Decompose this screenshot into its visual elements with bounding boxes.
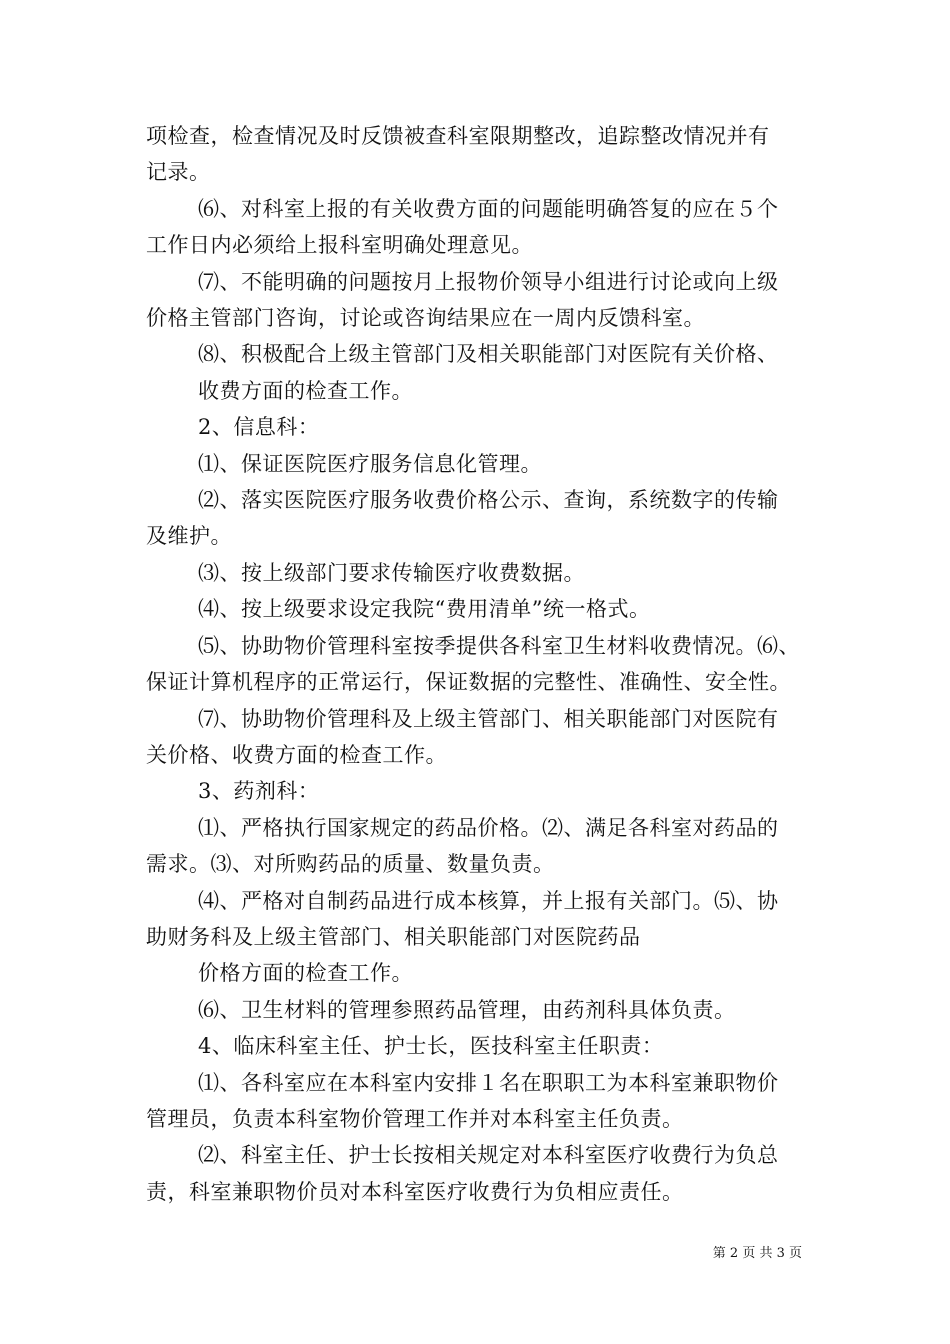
text-line: 助财务科及上级主管部门、相关职能部门对医院药品 — [146, 924, 641, 949]
text-line: ⑺、不能明确的问题按月上报物价领导小组进行讨论或向上级 — [198, 269, 779, 294]
page-number: 第 2 页 共 3 页 — [712, 1246, 802, 1261]
text-line: 管理员，负责本科室物价管理工作并对本科室主任负责。 — [146, 1106, 684, 1131]
text-line: ⑹、对科室上报的有关收费方面的问题能明确答复的应在５个 — [198, 196, 779, 221]
text-line: ⑻、积极配合上级主管部门及相关职能部门对医院有关价格、 — [198, 342, 779, 367]
section-heading: 3、药剂科： — [198, 779, 320, 804]
text-line: ⑸、协助物价管理科室按季提供各科室卫生材料收费情况。⑹、 — [198, 633, 800, 658]
text-line: ⑴、各科室应在本科室内安排１名在职职工为本科室兼职物价 — [198, 1070, 779, 1095]
text-line: 关价格、收费方面的检查工作。 — [146, 742, 447, 767]
text-line: 项检查，检查情况及时反馈被查科室限期整改，追踪整改情况并有 — [146, 124, 770, 148]
text-line: ⑷、按上级要求设定我院“费用清单”统一格式。 — [198, 597, 651, 622]
text-line: 保证计算机程序的正常运行，保证数据的完整性、准确性、安全性。 — [146, 670, 791, 695]
text-line: ⑴、严格执行国家规定的药品价格。⑵、满足各科室对药品的 — [198, 815, 779, 840]
text-line: 工作日内必须给上报科室明确处理意见。 — [146, 233, 533, 258]
section-heading: 2、信息科： — [198, 415, 320, 440]
text-line: ⑴、保证医院医疗服务信息化管理。 — [198, 451, 542, 476]
text-line: ⑺、协助物价管理科及上级主管部门、相关职能部门对医院有 — [198, 706, 779, 731]
text-line: 收费方面的检查工作。 — [198, 378, 413, 403]
text-line: ⑹、卫生材料的管理参照药品管理，由药剂科具体负责。 — [198, 997, 736, 1022]
text-line: ⑵、科室主任、护士长按相关规定对本科室医疗收费行为负总 — [198, 1143, 779, 1168]
section-heading: 4、临床科室主任、护士长，医技科室主任职责： — [198, 1034, 664, 1059]
text-line: 责，科室兼职物价员对本科室医疗收费行为负相应责任。 — [146, 1179, 684, 1204]
text-line: 价格主管部门咨询，讨论或咨询结果应在一周内反馈科室。 — [146, 306, 705, 331]
document-body — [146, 118, 816, 1210]
text-line: 及维护。 — [146, 524, 232, 549]
text-line: 记录。 — [146, 160, 211, 185]
text-line: ⑵、落实医院医疗服务收费价格公示、查询，系统数字的传输 — [198, 488, 779, 513]
text-line: ⑶、按上级部门要求传输医疗收费数据。 — [198, 560, 585, 585]
text-line: 价格方面的检查工作。 — [198, 961, 413, 986]
text-line: 需求。⑶、对所购药品的质量、数量负责。 — [146, 852, 555, 877]
text-line: ⑷、严格对自制药品进行成本核算，并上报有关部门。⑸、协 — [198, 888, 779, 913]
